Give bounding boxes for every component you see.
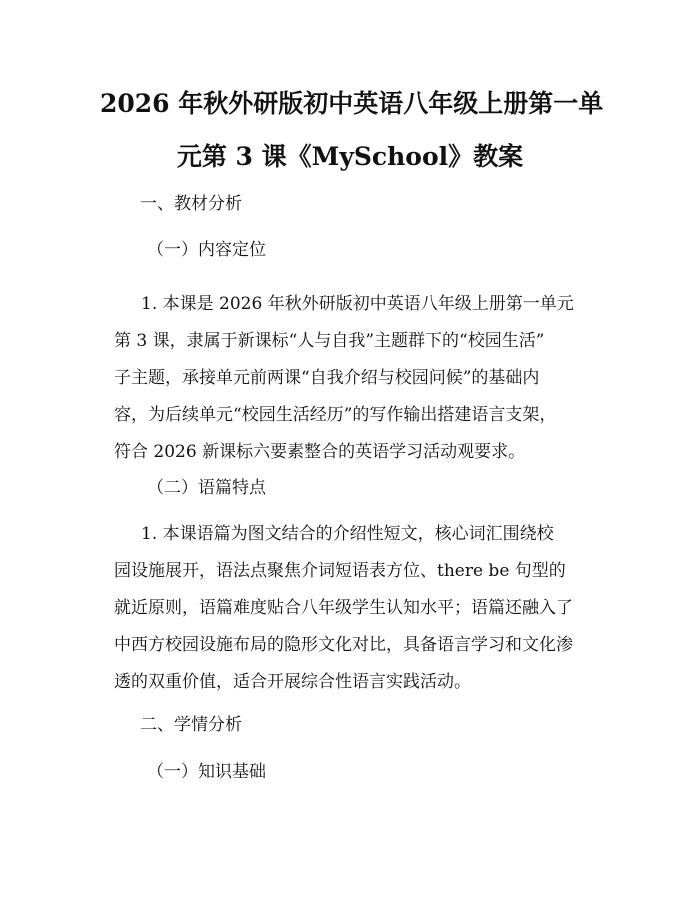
- document-title: [100, 77, 604, 183]
- section-heading-2: 二、学情分析: [140, 715, 242, 735]
- paragraph-text-features: [114, 516, 604, 701]
- section-heading-1: 一、教材分析: [140, 194, 242, 214]
- paragraph-line: 第 3 课，隶属于新课标“人与自我”主题群下的“校园生活”: [114, 331, 545, 351]
- paragraph-line: 符合 2026 新课标六要素整合的英语学习活动观要求。: [114, 442, 526, 462]
- paragraph-line: 1. 本课语篇为图文结合的介绍性短文，核心词汇围绕校: [141, 524, 554, 544]
- subsection-heading-2-1: （一）知识基础: [147, 762, 266, 782]
- subsection-heading-1-2: （二）语篇特点: [147, 478, 266, 498]
- paragraph-line: 容，为后续单元“校园生活经历”的写作输出搭建语言支架，: [114, 405, 557, 425]
- paragraph-line: 园设施展开，语法点聚焦介词短语表方位、there be 句型的: [114, 561, 566, 581]
- paragraph-line: 透的双重价值，适合开展综合性语言实践活动。: [114, 672, 471, 692]
- title-line-2: 元第 3 课《MySchool》教案: [176, 142, 524, 171]
- paragraph-line: 1. 本课是 2026 年秋外研版初中英语八年级上册第一单元: [141, 294, 574, 314]
- subsection-heading-1-1: （一）内容定位: [147, 240, 266, 260]
- title-line-1: 2026 年秋外研版初中英语八年级上册第一单: [100, 89, 604, 118]
- paragraph-line: 就近原则，语篇难度贴合八年级学生认知水平；语篇还融入了: [114, 598, 573, 618]
- paragraph-content-positioning: [114, 286, 604, 471]
- paragraph-line: 子主题，承接单元前两课“自我介绍与校园问候”的基础内: [114, 368, 540, 388]
- paragraph-line: 中西方校园设施布局的隐形文化对比，具备语言学习和文化渗: [114, 635, 573, 655]
